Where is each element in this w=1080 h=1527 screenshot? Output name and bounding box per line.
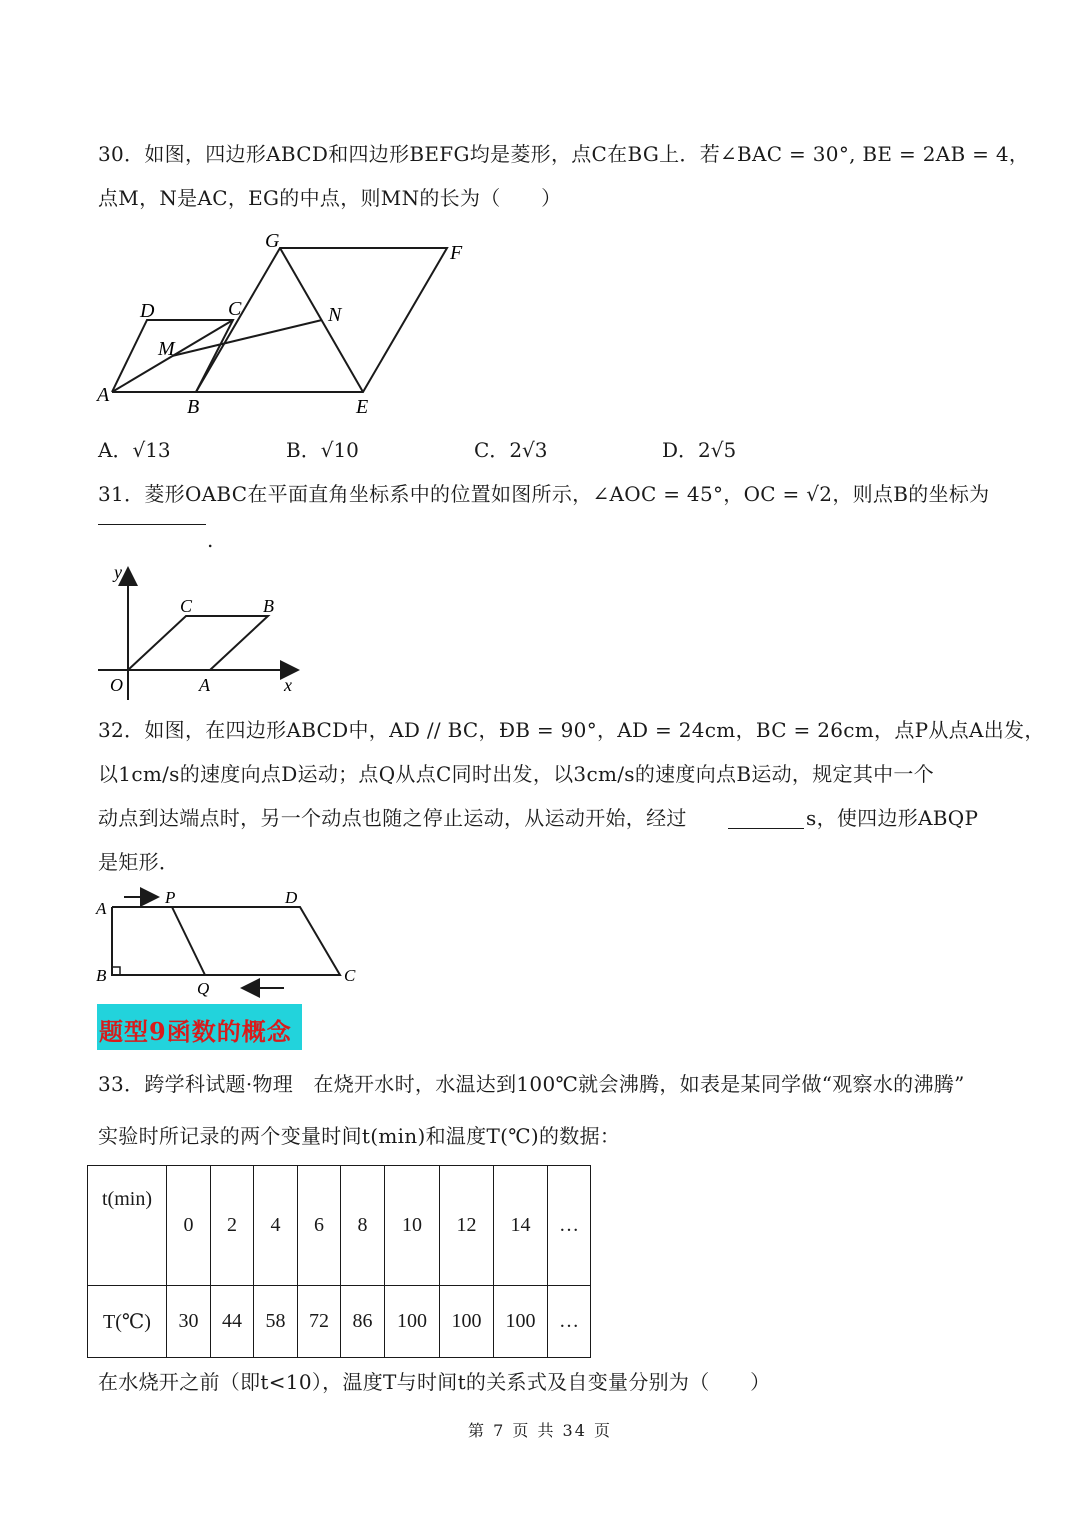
q31-blank-end: .: [207, 528, 214, 552]
option-b-letter: B．: [286, 438, 321, 462]
axis-label-x: x: [284, 675, 292, 695]
label-b: B: [96, 966, 107, 985]
right-angle-mark: [112, 967, 120, 975]
q32-line2: 以1cm/s的速度向点D运动；点Q从点C同时出发，以3cm/s的速度向点B运动，规定其中一个: [98, 762, 935, 786]
rhombus-oabc: [128, 616, 268, 670]
label-q: Q: [197, 979, 210, 998]
q32-line1: 32．如图，在四边形ABCD中，AD // BC，ÐB = 90°，AD = 24cm，BC = 26cm，点P从点A出发，: [98, 718, 1045, 742]
q31-line1: 31．菱形OABC在平面直角坐标系中的位置如图所示，∠AOC = 45°，OC = √2，则点B的坐标为: [98, 482, 990, 506]
segment-pq: [172, 907, 205, 975]
label-d: D: [285, 888, 298, 907]
label-n: N: [328, 304, 342, 326]
label-d: D: [140, 300, 155, 322]
table-cell: 2: [211, 1166, 254, 1286]
table-row: [88, 1286, 591, 1358]
option-b-value: √10: [320, 438, 359, 462]
table-cell: 100: [494, 1286, 548, 1358]
option-a-letter: A．: [98, 438, 133, 462]
q30-line1: 30．如图，四边形ABCD和四边形BEFG均是菱形，点C在BG上．若∠BAC = 30°, BE = 2AB = 4，: [98, 142, 1030, 166]
q30-rhombus-figure: [90, 225, 490, 425]
option-a-value: √13: [132, 438, 171, 462]
section-title: 题型9函数的概念: [99, 1017, 292, 1046]
table-cell: …: [548, 1286, 591, 1358]
option-b[interactable]: [286, 436, 359, 464]
q30-line2: 点M，N是AC，EG的中点，则MN的长为（ ）: [98, 186, 562, 210]
q32-quadrilateral-figure: [90, 885, 370, 1000]
label-c: C: [180, 596, 193, 616]
option-d[interactable]: [662, 436, 736, 464]
table-row: [88, 1166, 591, 1286]
axis-label-y: y: [114, 562, 122, 582]
option-c-value: 2√3: [509, 438, 548, 462]
table-cell: 12: [440, 1166, 494, 1286]
label-g: G: [265, 230, 280, 252]
q32-line4: 是矩形．: [98, 850, 180, 874]
table-cell: 4: [254, 1166, 298, 1286]
q31-answer-blank[interactable]: [98, 524, 206, 525]
table-cell: 86: [341, 1286, 385, 1358]
table-cell: 100: [440, 1286, 494, 1358]
table-cell: 30: [167, 1286, 211, 1358]
q32-line3a: 动点到达端点时，另一个动点也随之停止运动，从运动开始，经过: [98, 806, 687, 830]
label-b: B: [187, 396, 200, 418]
q32-answer-blank[interactable]: [728, 828, 804, 829]
label-b: B: [263, 596, 274, 616]
q33-line2: 实验时所记录的两个变量时间t(min)和温度T(℃)的数据：: [98, 1124, 621, 1148]
label-o: O: [110, 675, 123, 695]
table-cell: 6: [298, 1166, 341, 1286]
segment-mn: [172, 320, 322, 356]
option-c-letter: C．: [474, 438, 510, 462]
quadrilateral-abcd: [112, 907, 340, 975]
label-a: A: [96, 899, 107, 918]
q31-coordinate-figure: [90, 560, 310, 705]
table-cell: 44: [211, 1286, 254, 1358]
label-f: F: [450, 242, 463, 264]
table-cell: 0: [167, 1166, 211, 1286]
label-p: P: [165, 888, 176, 907]
label-c: C: [228, 298, 242, 320]
option-d-value: 2√5: [698, 438, 737, 462]
option-d-letter: D．: [662, 438, 699, 462]
q33-line3: 在水烧开之前（即t<10），温度T与时间t的关系式及自变量分别为（ ）: [98, 1370, 771, 1394]
table-cell: 100: [385, 1286, 440, 1358]
label-m: M: [158, 338, 175, 360]
row-header-temp: T(℃): [88, 1286, 167, 1358]
option-a[interactable]: [98, 436, 171, 464]
table-cell: 58: [254, 1286, 298, 1358]
label-a: A: [199, 675, 210, 695]
table-cell: 72: [298, 1286, 341, 1358]
label-a: A: [97, 384, 110, 406]
table-cell: 8: [341, 1166, 385, 1286]
row-header-t: t(min): [88, 1166, 167, 1286]
table-cell: …: [548, 1166, 591, 1286]
q33-line1: 33．跨学科试题·物理 在烧开水时，水温达到100℃就会沸腾，如表是某同学做“观察水的沸腾”: [98, 1072, 965, 1096]
page-footer: 第 7 页 共 34 页: [468, 1421, 612, 1440]
label-c: C: [344, 966, 356, 985]
data-table: [87, 1165, 591, 1358]
label-e: E: [356, 396, 369, 418]
option-c[interactable]: [474, 436, 548, 464]
q32-line3b: s，使四边形ABQP: [806, 806, 979, 830]
table-cell: 14: [494, 1166, 548, 1286]
table-cell: 10: [385, 1166, 440, 1286]
section-banner: [97, 1004, 302, 1050]
